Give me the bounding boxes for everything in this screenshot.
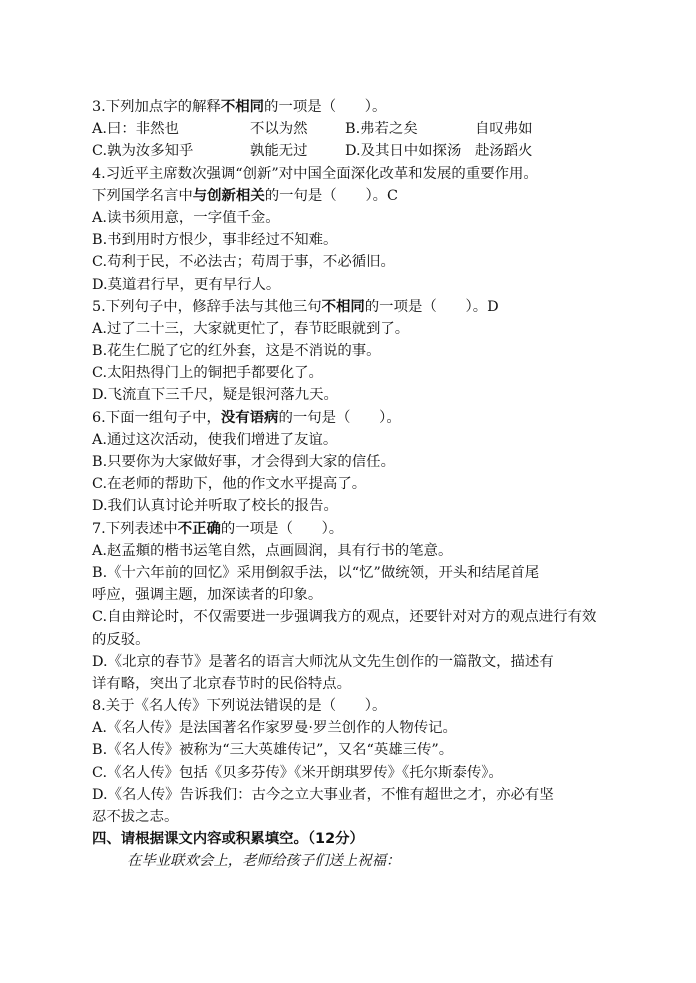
q5-option-b: B.花生仁脱了它的红外套，这是不消说的事。: [92, 343, 381, 360]
q8-option-a: A.《名人传》是法国著名作家罗曼·罗兰创作的人物传记。: [92, 720, 457, 737]
q3-option-b1: B.弗若之矣: [345, 121, 418, 138]
q6-stem: 6.下面一组句子中，没有语病的一句是（ ）。: [92, 408, 401, 426]
q4-option-a: A.读书须用意，一字值千金。: [92, 209, 280, 226]
q4-option-d: D.莫道君行早，更有早行人。: [92, 276, 281, 293]
section-four-intro: 在毕业联欢会上，老师给孩子们送上祝福：: [127, 853, 401, 870]
q7-option-c-line2: 的反驳。: [92, 631, 150, 648]
q7-option-d-line1: D.《北京的春节》是著名的语言大师沈从文先生创作的一篇散文，描述有: [92, 653, 554, 670]
q3-option-c1: C.孰为汝多知乎: [92, 143, 194, 160]
q6-option-a: A.通过这次活动，使我们增进了友谊。: [92, 431, 338, 448]
q7-option-b-line1: B.《十六年前的回忆》采用倒叙手法，以“忆”做统领，开头和结尾首尾: [92, 564, 540, 581]
section-four-heading: 四、请根据课文内容或积累填空。（12分）: [92, 831, 364, 848]
q7-option-c-line1: C.自由辩论时，不仅需要进一步强调我方的观点，还要针对对方的观点进行有效: [92, 609, 597, 626]
q5-stem: 5.下列句子中，修辞手法与其他三句不相同的一项是（ ）。D: [92, 297, 499, 315]
q3-row-ab: [92, 118, 612, 140]
q7-option-b-line2: 呼应，强调主题，加深读者的印象。: [92, 587, 323, 604]
q8-option-c: C.《名人传》包括《贝多芬传》《米开朗琪罗传》《托尔斯泰传》。: [92, 764, 503, 781]
q5-option-a: A.过了二十三，大家就更忙了，春节眨眼就到了。: [92, 320, 410, 337]
q8-option-d-line1: D.《名人传》告诉我们：古今之立大事业者，不惟有超世之才，亦必有坚: [92, 786, 554, 803]
q4-option-c: C.苟利于民，不必法古；苟周于事，不必循旧。: [92, 254, 395, 271]
q3-option-d2: 赴汤蹈火: [475, 143, 533, 160]
exam-page: [92, 96, 612, 873]
q3-option-c2: 孰能无过: [250, 143, 308, 160]
q8-stem: 8.关于《名人传》下列说法错误的是（ ）。: [92, 698, 387, 715]
q6-option-b: B.只要你为大家做好事，才会得到大家的信任。: [92, 454, 395, 470]
q7-option-a: A.赵孟頫的楷书运笔自然，点画圆润，具有行书的笔意。: [92, 542, 453, 559]
q8-option-d-line2: 忍不拔之志。: [92, 809, 179, 825]
q5-option-c: C.太阳热得门上的铜把手都要化了。: [92, 365, 323, 382]
q7-stem: 7.下列表述中不正确的一项是（ ）。: [92, 519, 344, 537]
q3-option-a1: A.曰：非然也: [92, 121, 179, 138]
q4-stem-line2: 下列国学名言中与创新相关的一句是（ ）。C: [92, 186, 399, 204]
q3-option-d1: D.及其日中如探汤: [345, 143, 462, 160]
q4-stem-line1: 4.习近平主席数次强调“创新”对中国全面深化改革和发展的重要作用。: [92, 165, 538, 182]
q4-option-b: B.书到用时方恨少，事非经过不知难。: [92, 232, 338, 249]
q3-stem: 3.下列加点字的解释不相同的一项是（ ）。: [92, 98, 387, 115]
q3-row-cd: [92, 140, 612, 162]
q3-option-b2: 自叹弗如: [475, 121, 533, 138]
q5-option-d: D.飞流直下三千尺，疑是银河落九天。: [92, 387, 338, 404]
q6-option-d: D.我们认真讨论并听取了校长的报告。: [92, 498, 338, 515]
q6-option-c: C.在老师的帮助下，他的作文水平提高了。: [92, 476, 367, 493]
q3-option-a2: 不以为然: [250, 121, 308, 138]
q8-option-b: B.《名人传》被称为“三大英雄传记”，又名“英雄三传”。: [92, 742, 454, 759]
q7-option-d-line2: 详有略，突出了北京春节时的民俗特点。: [92, 675, 352, 692]
